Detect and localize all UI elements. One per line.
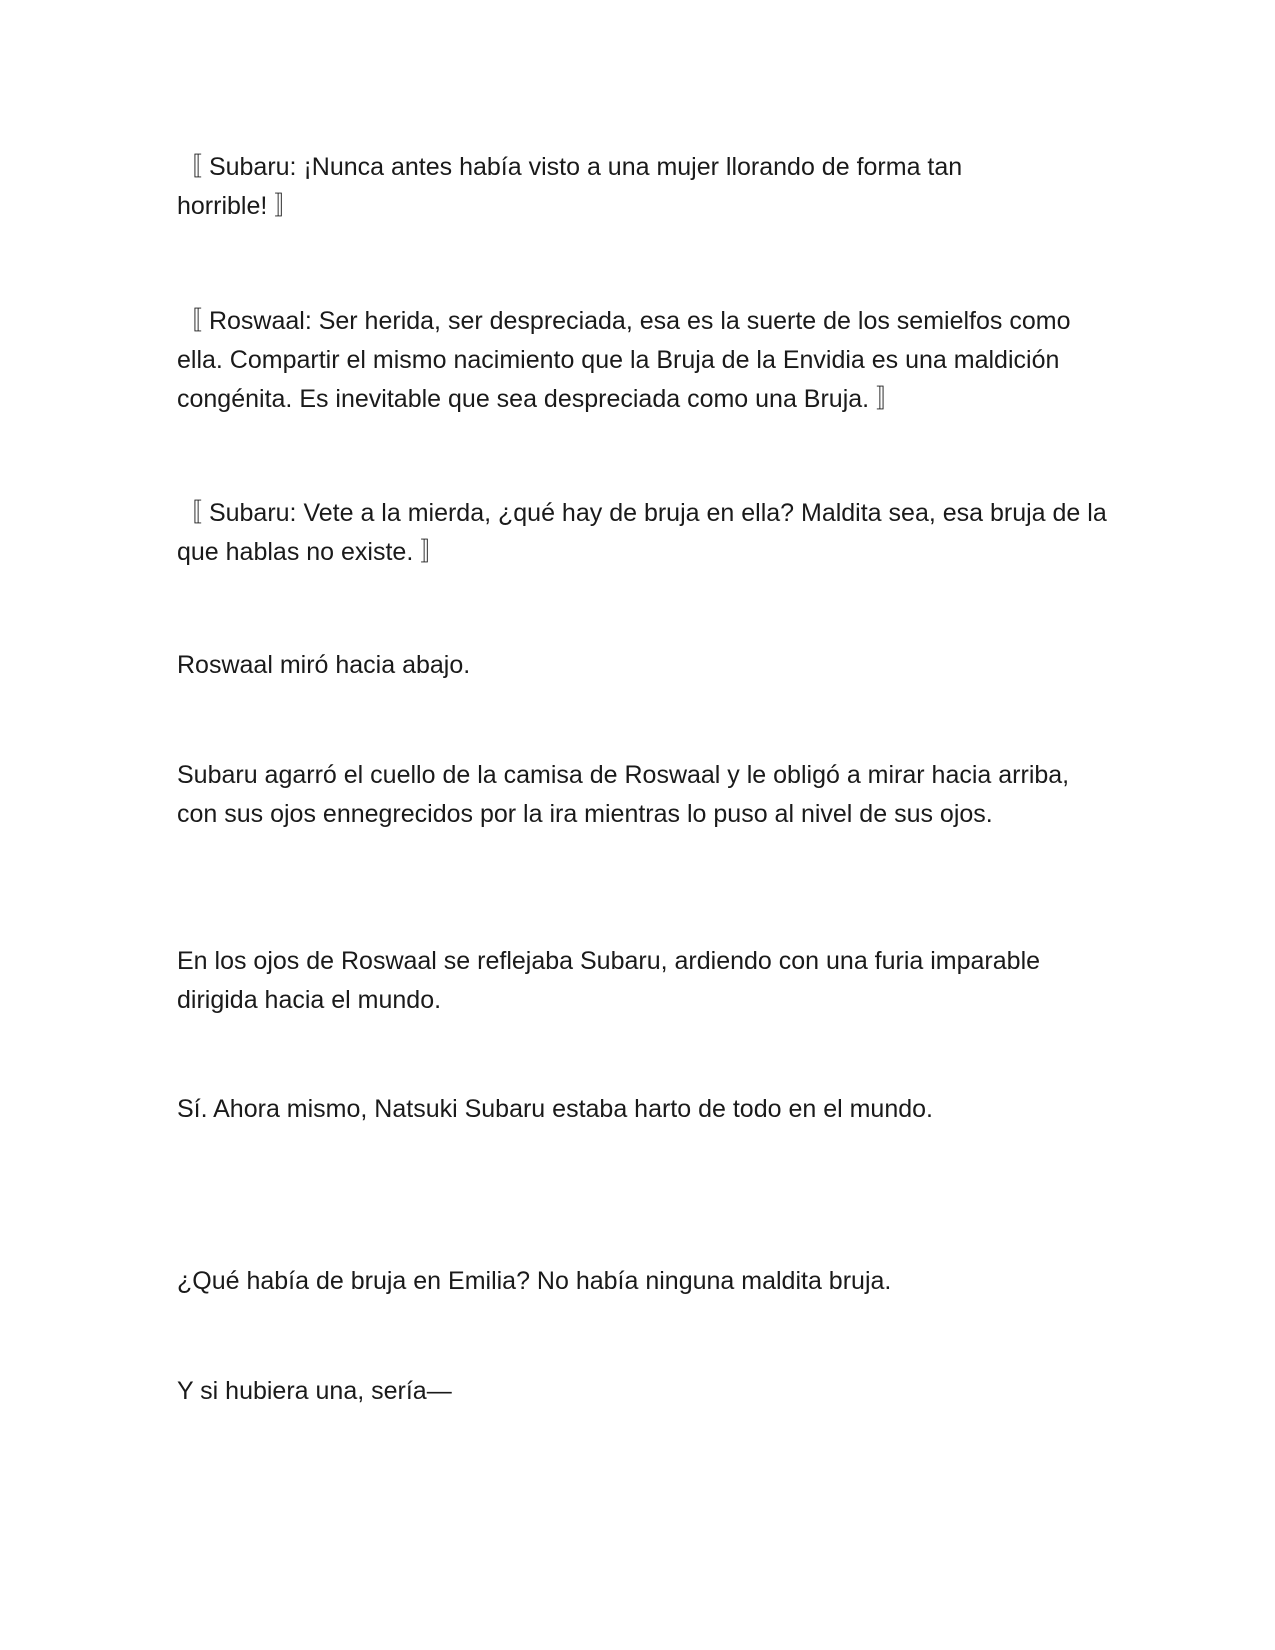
paragraph-narration-5: ¿Qué había de bruja en Emilia? No había ninguna maldita bruja.	[177, 1267, 892, 1295]
paragraph-narration-1: Roswaal miró hacia abajo.	[177, 651, 471, 679]
paragraph-narration-2: Subaru agarró el cuello de la camisa de Roswaal y le obligó a mirar hacia arriba, con sus ojos ennegrecidos por la ira mientras lo puso al nivel de sus ojos.	[177, 761, 1070, 828]
paragraph-roswaal-line: 〚 Roswaal: Ser herida, ser despreciada, esa es la suerte de los semielfos como ella. Compartir el mismo nacimiento que la Bruja de la Envidia es una maldición congénita. Es inevitable que sea despreciada como una Bruja. 〛	[177, 307, 1071, 413]
paragraph-subaru-line-1: 〚 Subaru: ¡Nunca antes había visto a una mujer llorando de forma tan horrible! 〛	[177, 153, 963, 220]
paragraph-narration-3: En los ojos de Roswaal se reflejaba Subaru, ardiendo con una furia imparable dirigida hacia el mundo.	[177, 947, 1041, 1014]
paragraph-narration-6: Y si hubiera una, sería—	[177, 1377, 452, 1405]
paragraph-narration-4: Sí. Ahora mismo, Natsuki Subaru estaba harto de todo en el mundo.	[177, 1095, 933, 1123]
paragraph-subaru-line-2: 〚 Subaru: Vete a la mierda, ¿qué hay de bruja en ella? Maldita sea, esa bruja de la que hablas no existe. 〛	[177, 499, 1107, 566]
